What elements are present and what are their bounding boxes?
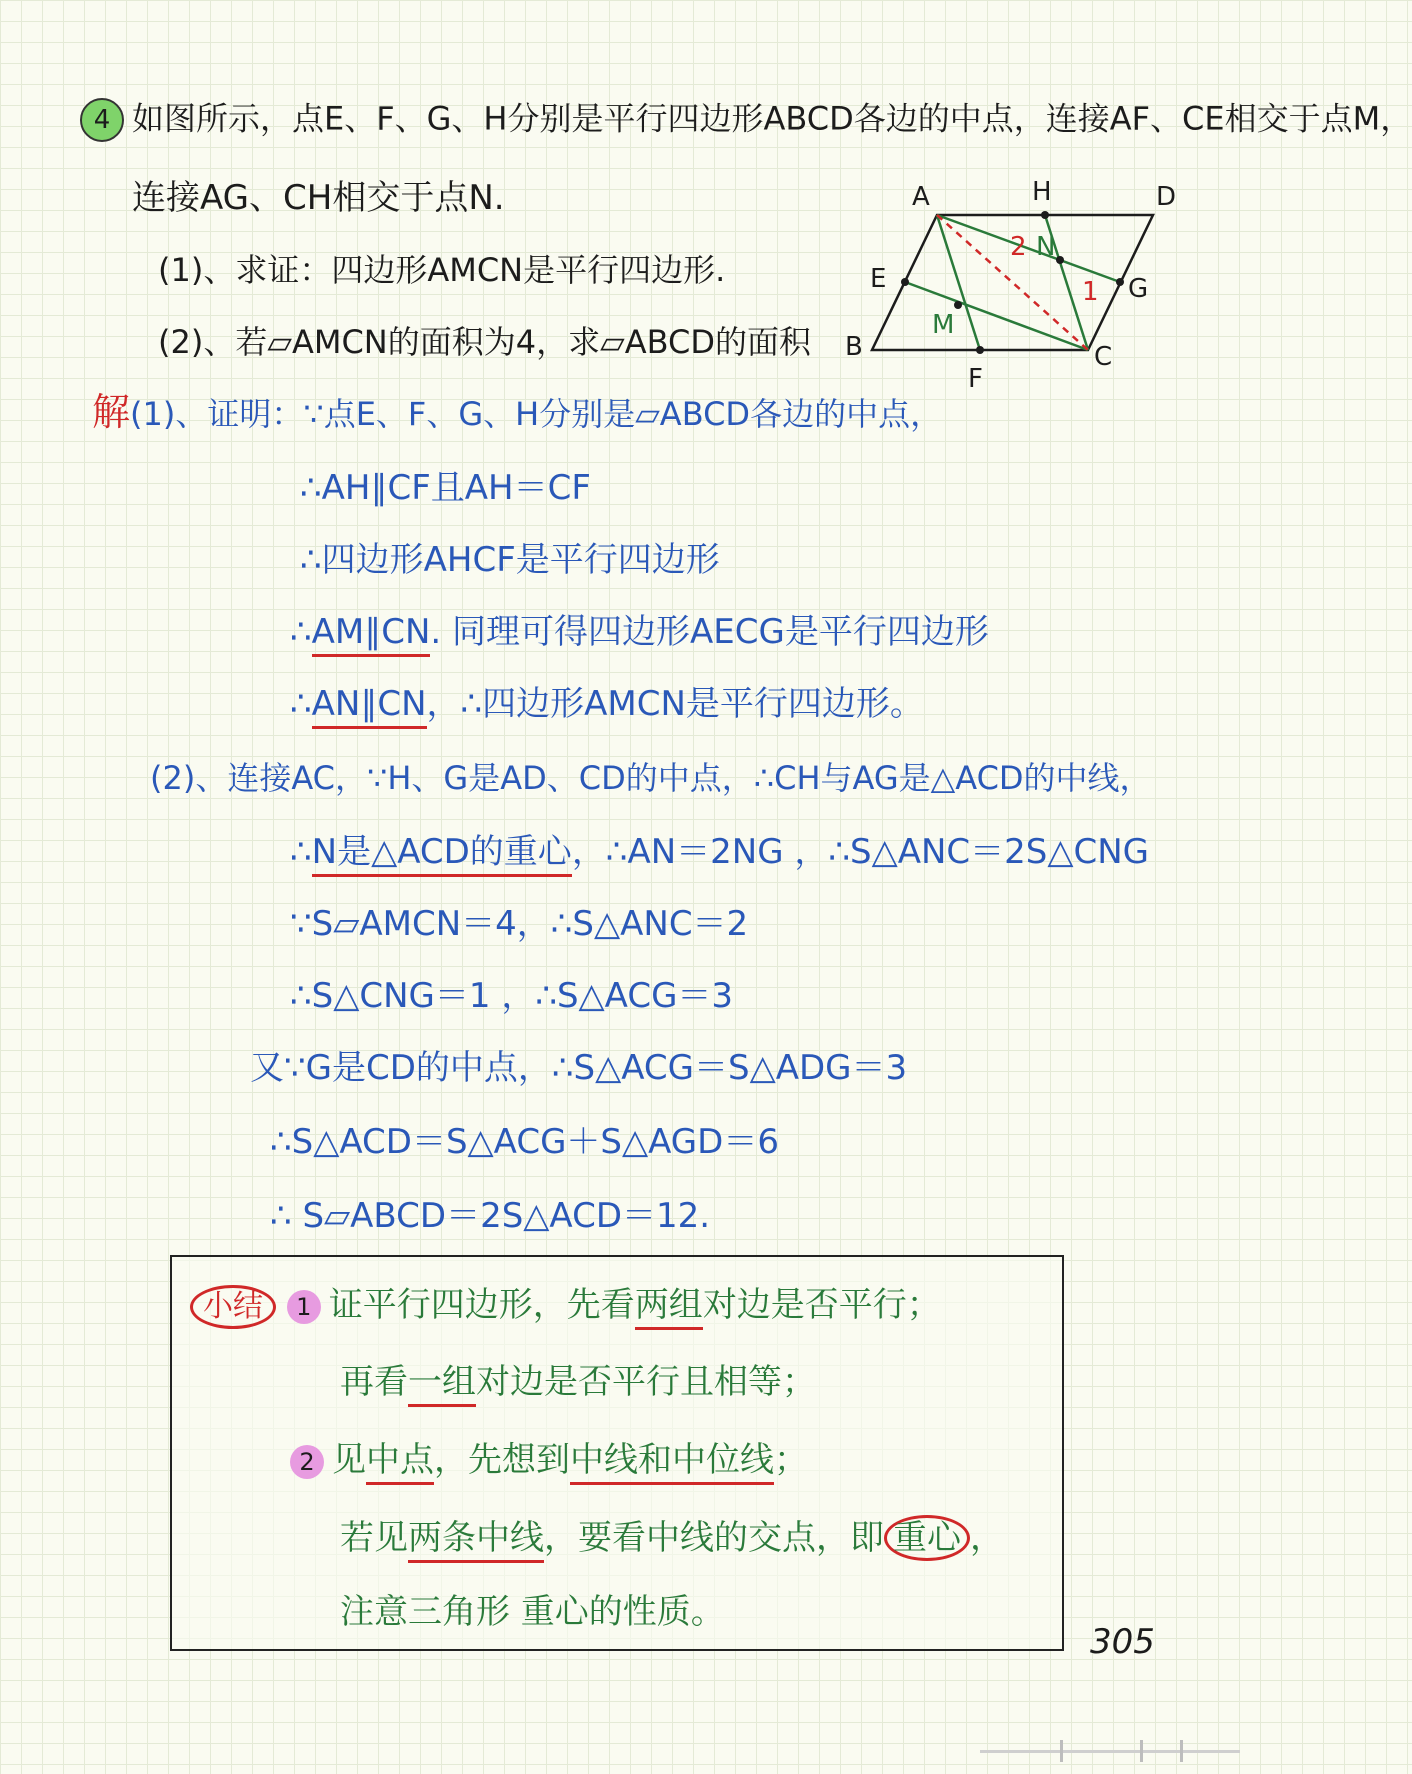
point-f [976,346,984,354]
point-n [1056,256,1064,264]
solution-l5-rest: ，∴四边形AMCN是平行四边形。 [426,684,924,724]
label-a: A [912,182,930,212]
summary-s4d-circled: 重心 [884,1515,970,1561]
parallelogram-diagram [840,175,1200,405]
scroll-tick-3 [1180,1740,1183,1762]
summary-s4a: 若见 [340,1518,408,1558]
summary-s4b: 两条中线 [408,1518,544,1563]
summary-badge-2: 2 [290,1445,324,1479]
summary-s1c: 对边是否平行； [702,1285,941,1325]
summary-s4c: ，要看中线的交点，即 [544,1518,884,1558]
summary-badge-1: 1 [287,1290,321,1324]
summary-s1a: 证平行四边形，先看 [328,1285,635,1325]
summary-s2c: 对边是否平行且相等； [476,1362,816,1402]
summary-s3b: 中点 [366,1440,434,1485]
problem-text-1: 如图所示，点E、F、G、H分别是平行四边形ABCD各边的中点，连接AF、CE相交于点M， [132,99,1412,138]
label-m: M [932,310,955,340]
problem-part-2: (2)、若▱AMCN的面积为4，求▱ABCD的面积 [158,323,811,361]
solution-line-4 [290,612,989,652]
summary-line-2 [340,1362,816,1402]
solution-line-12: ∴ S▱ABCD＝2S△ACD＝12. [270,1196,711,1236]
point-g [1116,278,1124,286]
summary-line-5: 注意三角形 重心的性质。 [340,1592,725,1632]
solution-l4-prefix: ∴ [290,612,312,652]
solution-l7-underlined: N是△ACD的重心 [312,832,572,877]
solution-line-11: ∴S△ACD＝S△ACG＋S△AGD＝6 [270,1122,779,1162]
solution-line-5 [290,684,924,724]
label-d: D [1156,182,1177,212]
solution-line-2: ∴AH∥CF且AH＝CF [300,468,591,508]
solution-text-1: (1)、证明：∵点E、F、G、H分别是▱ABCD各边的中点， [130,395,943,433]
summary-line-4 [340,1518,1004,1558]
summary-line-1 [190,1285,941,1329]
summary-s2a: 再看 [340,1362,408,1402]
scroll-tick-1 [1060,1740,1063,1762]
label-region-2: 2 [1010,232,1027,262]
label-n: N [1036,232,1056,262]
summary-s2b: 一组 [408,1362,476,1407]
solution-l7-prefix: ∴ [290,832,312,872]
label-b: B [845,332,863,362]
solution-line-3: ∴四边形AHCF是平行四边形 [300,540,720,580]
page-number: 305 [1090,1622,1155,1662]
solution-line-10: 又∵G是CD的中点，∴S△ACG＝S△ADG＝3 [250,1048,908,1088]
summary-s3d: 中线和中位线 [570,1440,774,1485]
solution-l4-rest: . 同理可得四边形AECG是平行四边形 [430,612,989,652]
solution-l4-underlined: AM∥CN [312,612,431,657]
point-m [954,301,962,309]
solution-line-9: ∴S△CNG＝1 ，∴S△ACG＝3 [290,976,734,1016]
summary-line-3 [290,1440,808,1480]
label-f: F [968,364,983,394]
problem-line-1 [80,98,1412,142]
solution-l7-rest: ，∴AN＝2NG ，∴S△ANC＝2S△CNG [571,832,1150,872]
segment-ag [937,215,1120,282]
label-g: G [1128,274,1149,304]
summary-tag: 小结 [190,1285,276,1329]
solution-line-7 [290,832,1149,872]
solution-line-1 [92,392,942,434]
solution-l5-underlined: AN∥CN [312,684,427,729]
bottom-scroll-indicator [980,1750,1240,1753]
label-e: E [870,264,887,294]
summary-s3c: ，先想到 [434,1440,570,1480]
summary-s3e: ； [774,1440,808,1480]
solution-line-6: (2)、连接AC，∵H、G是AD、CD的中点，∴CH与AG是△ACD的中线， [150,759,1152,797]
solution-l5-prefix: ∴ [290,684,312,724]
solution-head: 解 [92,390,131,434]
summary-s1b: 两组 [635,1285,703,1330]
problem-line-2: 连接AG、CH相交于点N. [132,178,505,218]
point-e [901,278,909,286]
problem-number-badge: 4 [80,98,124,142]
label-region-1: 1 [1082,277,1099,307]
solution-line-8: ∵S▱AMCN＝4，∴S△ANC＝2 [290,904,749,944]
problem-part-1: (1)、求证：四边形AMCN是平行四边形. [158,251,726,289]
label-c: C [1094,342,1113,372]
scroll-tick-2 [1140,1740,1143,1762]
point-h [1041,211,1049,219]
summary-s4e: ， [970,1518,1004,1558]
summary-s3a: 见 [332,1440,366,1480]
label-h: H [1032,177,1052,207]
